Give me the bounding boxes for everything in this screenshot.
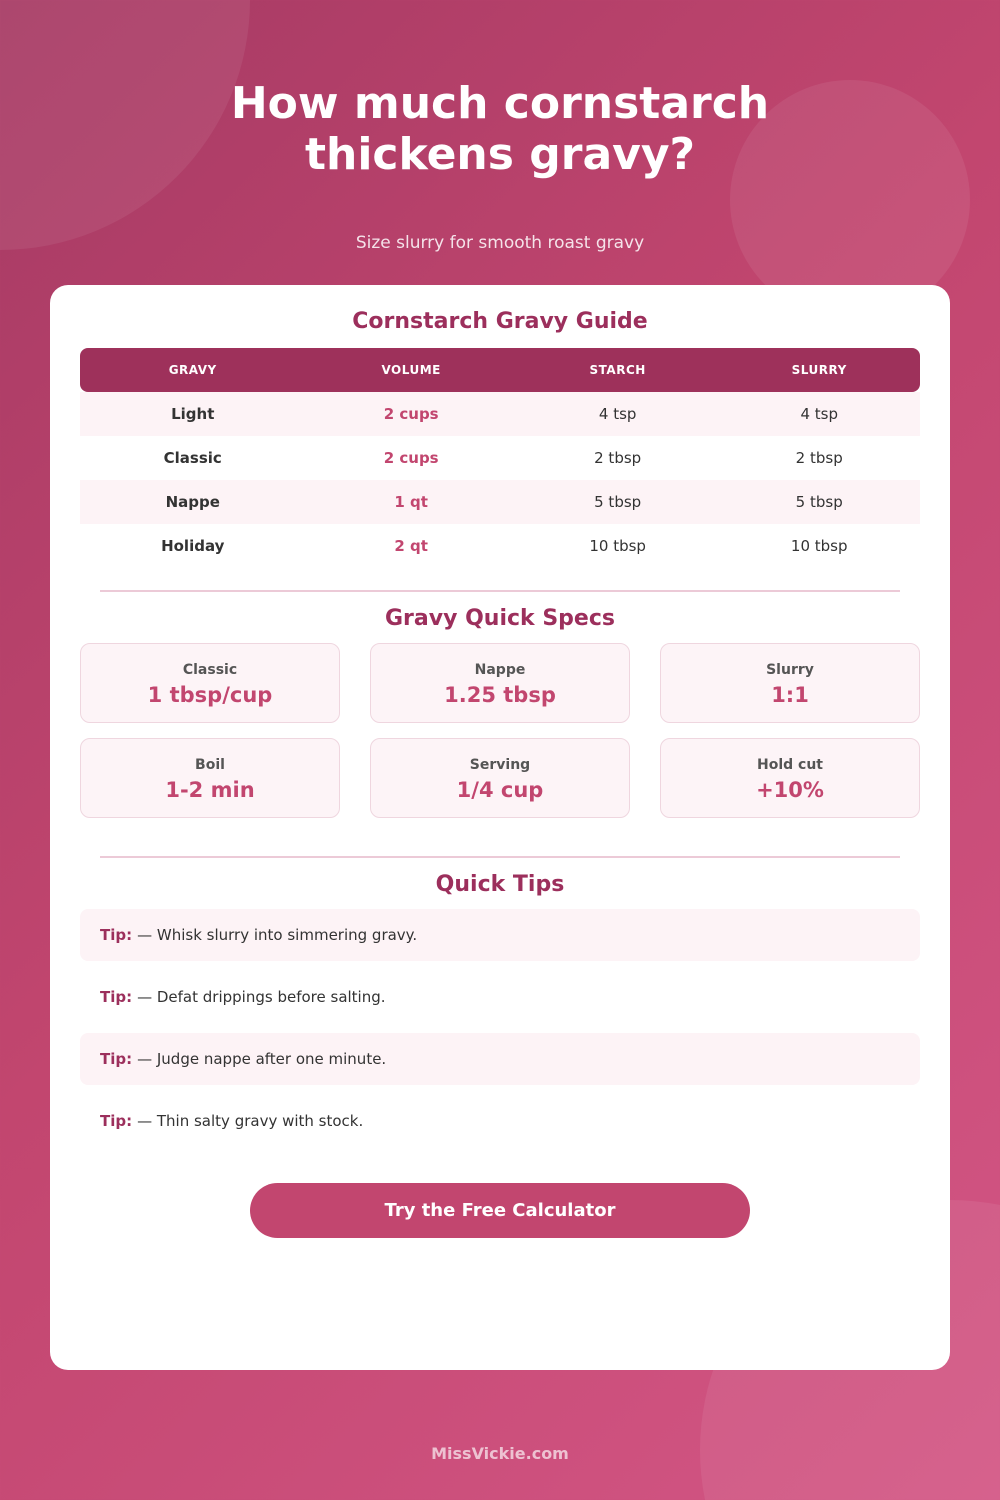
section-divider (100, 590, 900, 592)
cell-slurry: 5 tbsp (795, 493, 843, 511)
footer-brand: MissVickie.com (431, 1444, 569, 1463)
spec-value: +10% (756, 778, 824, 802)
spec-card-slurry (660, 643, 920, 723)
specs-title: Gravy Quick Specs (385, 606, 615, 631)
column-header-gravy: GRAVY (80, 348, 305, 392)
tip-text: — Whisk slurry into simmering gravy. (137, 926, 418, 944)
cell-volume: 2 qt (394, 537, 428, 555)
section-divider (100, 856, 900, 858)
tip-label: Tip: (100, 1112, 133, 1130)
cell-starch: 5 tbsp (594, 493, 642, 511)
cell-starch: 4 tsp (598, 405, 637, 423)
cell-starch: 10 tbsp (589, 537, 646, 555)
tip-text: — Thin salty gravy with stock. (137, 1112, 364, 1130)
spec-label: Boil (195, 757, 225, 773)
spec-card-serving (370, 738, 630, 818)
spec-card-hold-cut (660, 738, 920, 818)
spec-label: Nappe (474, 662, 526, 678)
cell-gravy: Light (171, 405, 215, 423)
tips-list (80, 909, 920, 1147)
cell-volume: 2 cups (383, 449, 439, 467)
table-row (80, 436, 920, 480)
cell-volume: 2 cups (383, 405, 439, 423)
spec-value: 1:1 (771, 683, 809, 707)
tip-text: — Defat drippings before salting. (137, 988, 386, 1006)
list-item (80, 909, 920, 961)
spec-label: Serving (469, 757, 531, 773)
cell-gravy: Holiday (161, 537, 225, 555)
guide-title: Cornstarch Gravy Guide (352, 309, 648, 334)
specs-grid (80, 643, 920, 818)
table-header-row (80, 348, 920, 392)
cell-slurry: 10 tbsp (790, 537, 848, 555)
tip-label: Tip: (100, 1050, 133, 1068)
cell-slurry: 2 tbsp (795, 449, 843, 467)
list-item (80, 971, 920, 1023)
hero (0, 78, 1000, 253)
tip-label: Tip: (100, 926, 133, 944)
spec-value: 1.25 tbsp (444, 683, 556, 707)
spec-label: Classic (182, 662, 238, 678)
page-title: How much cornstarch thickens gravy? (230, 78, 770, 180)
column-header-starch: STARCH (517, 348, 719, 392)
page-subtitle: Size slurry for smooth roast gravy (355, 233, 645, 253)
tip-label: Tip: (100, 988, 133, 1006)
list-item (80, 1033, 920, 1085)
column-header-volume: VOLUME (305, 348, 516, 392)
spec-card-classic (80, 643, 340, 723)
table-row (80, 392, 920, 436)
spec-value: 1 tbsp/cup (147, 683, 273, 707)
spec-value: 1-2 min (165, 778, 255, 802)
spec-value: 1/4 cup (456, 778, 544, 802)
spec-label: Hold cut (757, 757, 823, 773)
column-header-slurry: SLURRY (718, 348, 920, 392)
content-card (50, 285, 950, 1370)
tips-title: Quick Tips (435, 872, 565, 897)
spec-card-boil (80, 738, 340, 818)
cell-volume: 1 qt (394, 493, 428, 511)
gravy-guide-table (80, 348, 920, 568)
cell-starch: 2 tbsp (594, 449, 642, 467)
cell-gravy: Nappe (165, 493, 220, 511)
free-calculator-button[interactable]: Try the Free Calculator (250, 1183, 750, 1238)
table-row (80, 524, 920, 568)
cell-slurry: 4 tsp (800, 405, 838, 423)
spec-label: Slurry (766, 662, 814, 678)
cell-gravy: Classic (163, 449, 222, 467)
spec-card-nappe (370, 643, 630, 723)
tip-text: — Judge nappe after one minute. (137, 1050, 387, 1068)
list-item (80, 1095, 920, 1147)
table-row (80, 480, 920, 524)
